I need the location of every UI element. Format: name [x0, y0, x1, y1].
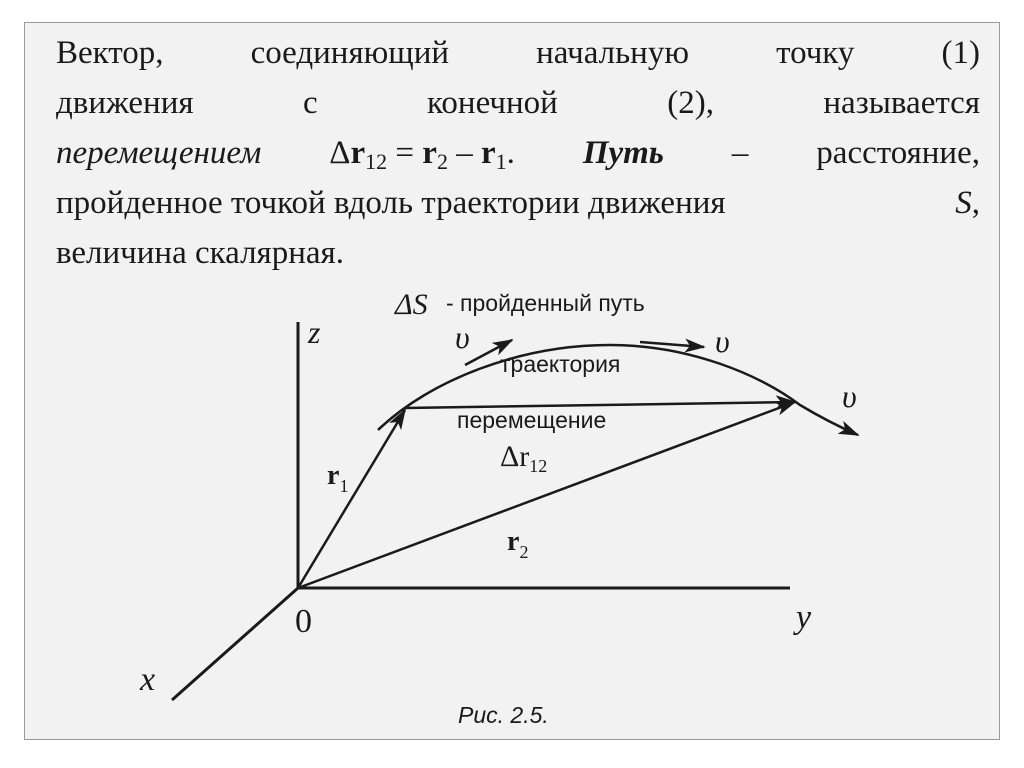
axis-z-label: z — [308, 314, 321, 350]
line-4-text: пройденное точкой вдоль траектории движения — [56, 185, 726, 221]
word: с — [302, 85, 318, 121]
velocity-label-top: υ — [715, 323, 730, 359]
displacement-label: перемещение — [457, 407, 607, 433]
axis-x-label: x — [140, 661, 156, 698]
word: точку — [776, 35, 855, 71]
word: конечной — [427, 85, 558, 121]
origin-label: 0 — [295, 603, 312, 640]
line-5-text: величина скалярная. — [56, 235, 344, 271]
r1-vector — [298, 410, 405, 588]
trajectory-label: траектория — [500, 351, 621, 377]
word: движения — [56, 85, 194, 121]
word: начальную — [536, 35, 689, 71]
word: соединяющий — [250, 35, 450, 71]
displacement-term: перемещением — [56, 135, 262, 171]
displacement-formula: $\Delta r_{12} = r_2 - r_1$. — [329, 135, 515, 174]
delta-s-symbol: ΔS — [395, 288, 428, 321]
axis-y-label: y — [796, 599, 812, 636]
word: расстояние, — [816, 135, 980, 171]
r1-label: $r_1$ — [327, 460, 349, 496]
dash: – — [731, 135, 749, 171]
r2-label: $r_2$ — [507, 526, 529, 562]
figure-caption: Рис. 2.5. — [458, 702, 549, 728]
velocity-label-end: υ — [842, 378, 857, 414]
delta-r12-label: $\Delta r_{12}$ — [500, 440, 548, 476]
word: (2), — [667, 85, 714, 121]
word: называется — [823, 85, 980, 121]
velocity-label-start: υ — [455, 319, 470, 355]
word: Вектор, — [56, 35, 164, 71]
path-term: Путь — [582, 135, 664, 171]
x-axis — [172, 588, 298, 700]
path-symbol: S, — [955, 185, 980, 221]
delta-s-caption: - пройденный путь — [446, 290, 645, 316]
word: (1) — [941, 35, 980, 71]
